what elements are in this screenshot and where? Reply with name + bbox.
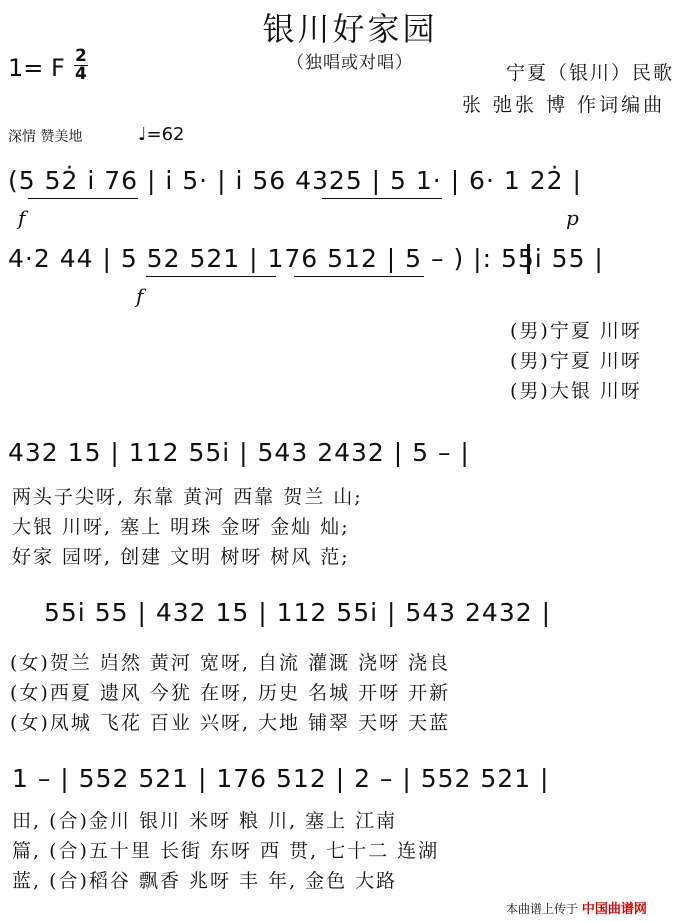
song-origin: 宁夏（银川）民歌 [506, 62, 675, 84]
expression-marking: 深情 赞美地 [8, 129, 83, 145]
staff-2-notes: 4·2 44 | 5 52 521 | 176 512 | 5 – ) |: 55i 55 | [8, 244, 604, 273]
beam-line [28, 198, 138, 199]
repeat-barline [527, 244, 530, 274]
staff-3-notes: 432 15 | 112 55i | 543 2432 | 5 – | [8, 438, 470, 467]
lyric-line: 田, (合)金川 银川 米呀 粮 川, 塞上 江南 [12, 810, 398, 832]
staff-4-notes: 55i 55 | 432 15 | 112 55i | 543 2432 | [44, 598, 552, 627]
site-brand-logo: 中国曲谱网 [581, 902, 647, 917]
footer-text: 本曲谱上传于 [506, 902, 579, 916]
song-title: 银川好家园 [262, 10, 438, 48]
beam-line [294, 276, 424, 277]
lyric-line: (男)大银 川呀 [510, 380, 642, 402]
dynamic-marking: f [18, 206, 26, 230]
lyric-line: (男)宁夏 川呀 [510, 320, 642, 342]
lyric-line: 蓝, (合)稻谷 飘香 兆呀 丰 年, 金色 大路 [12, 870, 398, 892]
beam-line [146, 276, 276, 277]
staff-5-notes: 1 – | 552 521 | 176 512 | 2 – | 552 521 | [12, 764, 550, 793]
lyric-line: (女)贺兰 岿然 黄河 宽呀, 自流 灌溉 浇呀 浇良 [10, 652, 451, 674]
staff-1-notes: (5 52̇ i 76 | i 5· | i 56 4325 | 5 1· | 6· 1 22̇ | [8, 166, 582, 195]
dynamic-marking: p [566, 206, 579, 230]
song-subtitle: （独唱或对唱） [287, 53, 413, 73]
lyric-line: (男)宁夏 川呀 [510, 350, 642, 372]
lyric-line: (女)凤城 飞花 百业 兴呀, 大地 铺翠 天呀 天蓝 [10, 712, 451, 734]
tempo-marking: ♩=62 [138, 124, 185, 145]
song-credits: 张 弛张 博 作词编曲 [462, 94, 666, 116]
key-signature: 1= F [8, 54, 65, 82]
time-signature-denominator: 4 [75, 64, 87, 84]
lyric-line: 好家 园呀, 创建 文明 树呀 树风 范; [12, 546, 350, 568]
time-signature [74, 48, 88, 83]
footer-credit [506, 898, 647, 917]
lyric-line: (女)西夏 遗风 今犹 在呀, 历史 名城 开呀 开新 [10, 682, 451, 704]
time-signature-numerator: 2 [75, 46, 87, 66]
lyric-line: 大银 川呀, 塞上 明珠 金呀 金灿 灿; [12, 516, 350, 538]
lyric-line: 篇, (合)五十里 长街 东呀 西 贯, 七十二 连湖 [12, 840, 440, 862]
lyric-line: 两头子尖呀, 东靠 黄河 西靠 贺兰 山; [12, 486, 363, 508]
beam-line [322, 198, 442, 199]
dynamic-marking: f [136, 284, 144, 308]
